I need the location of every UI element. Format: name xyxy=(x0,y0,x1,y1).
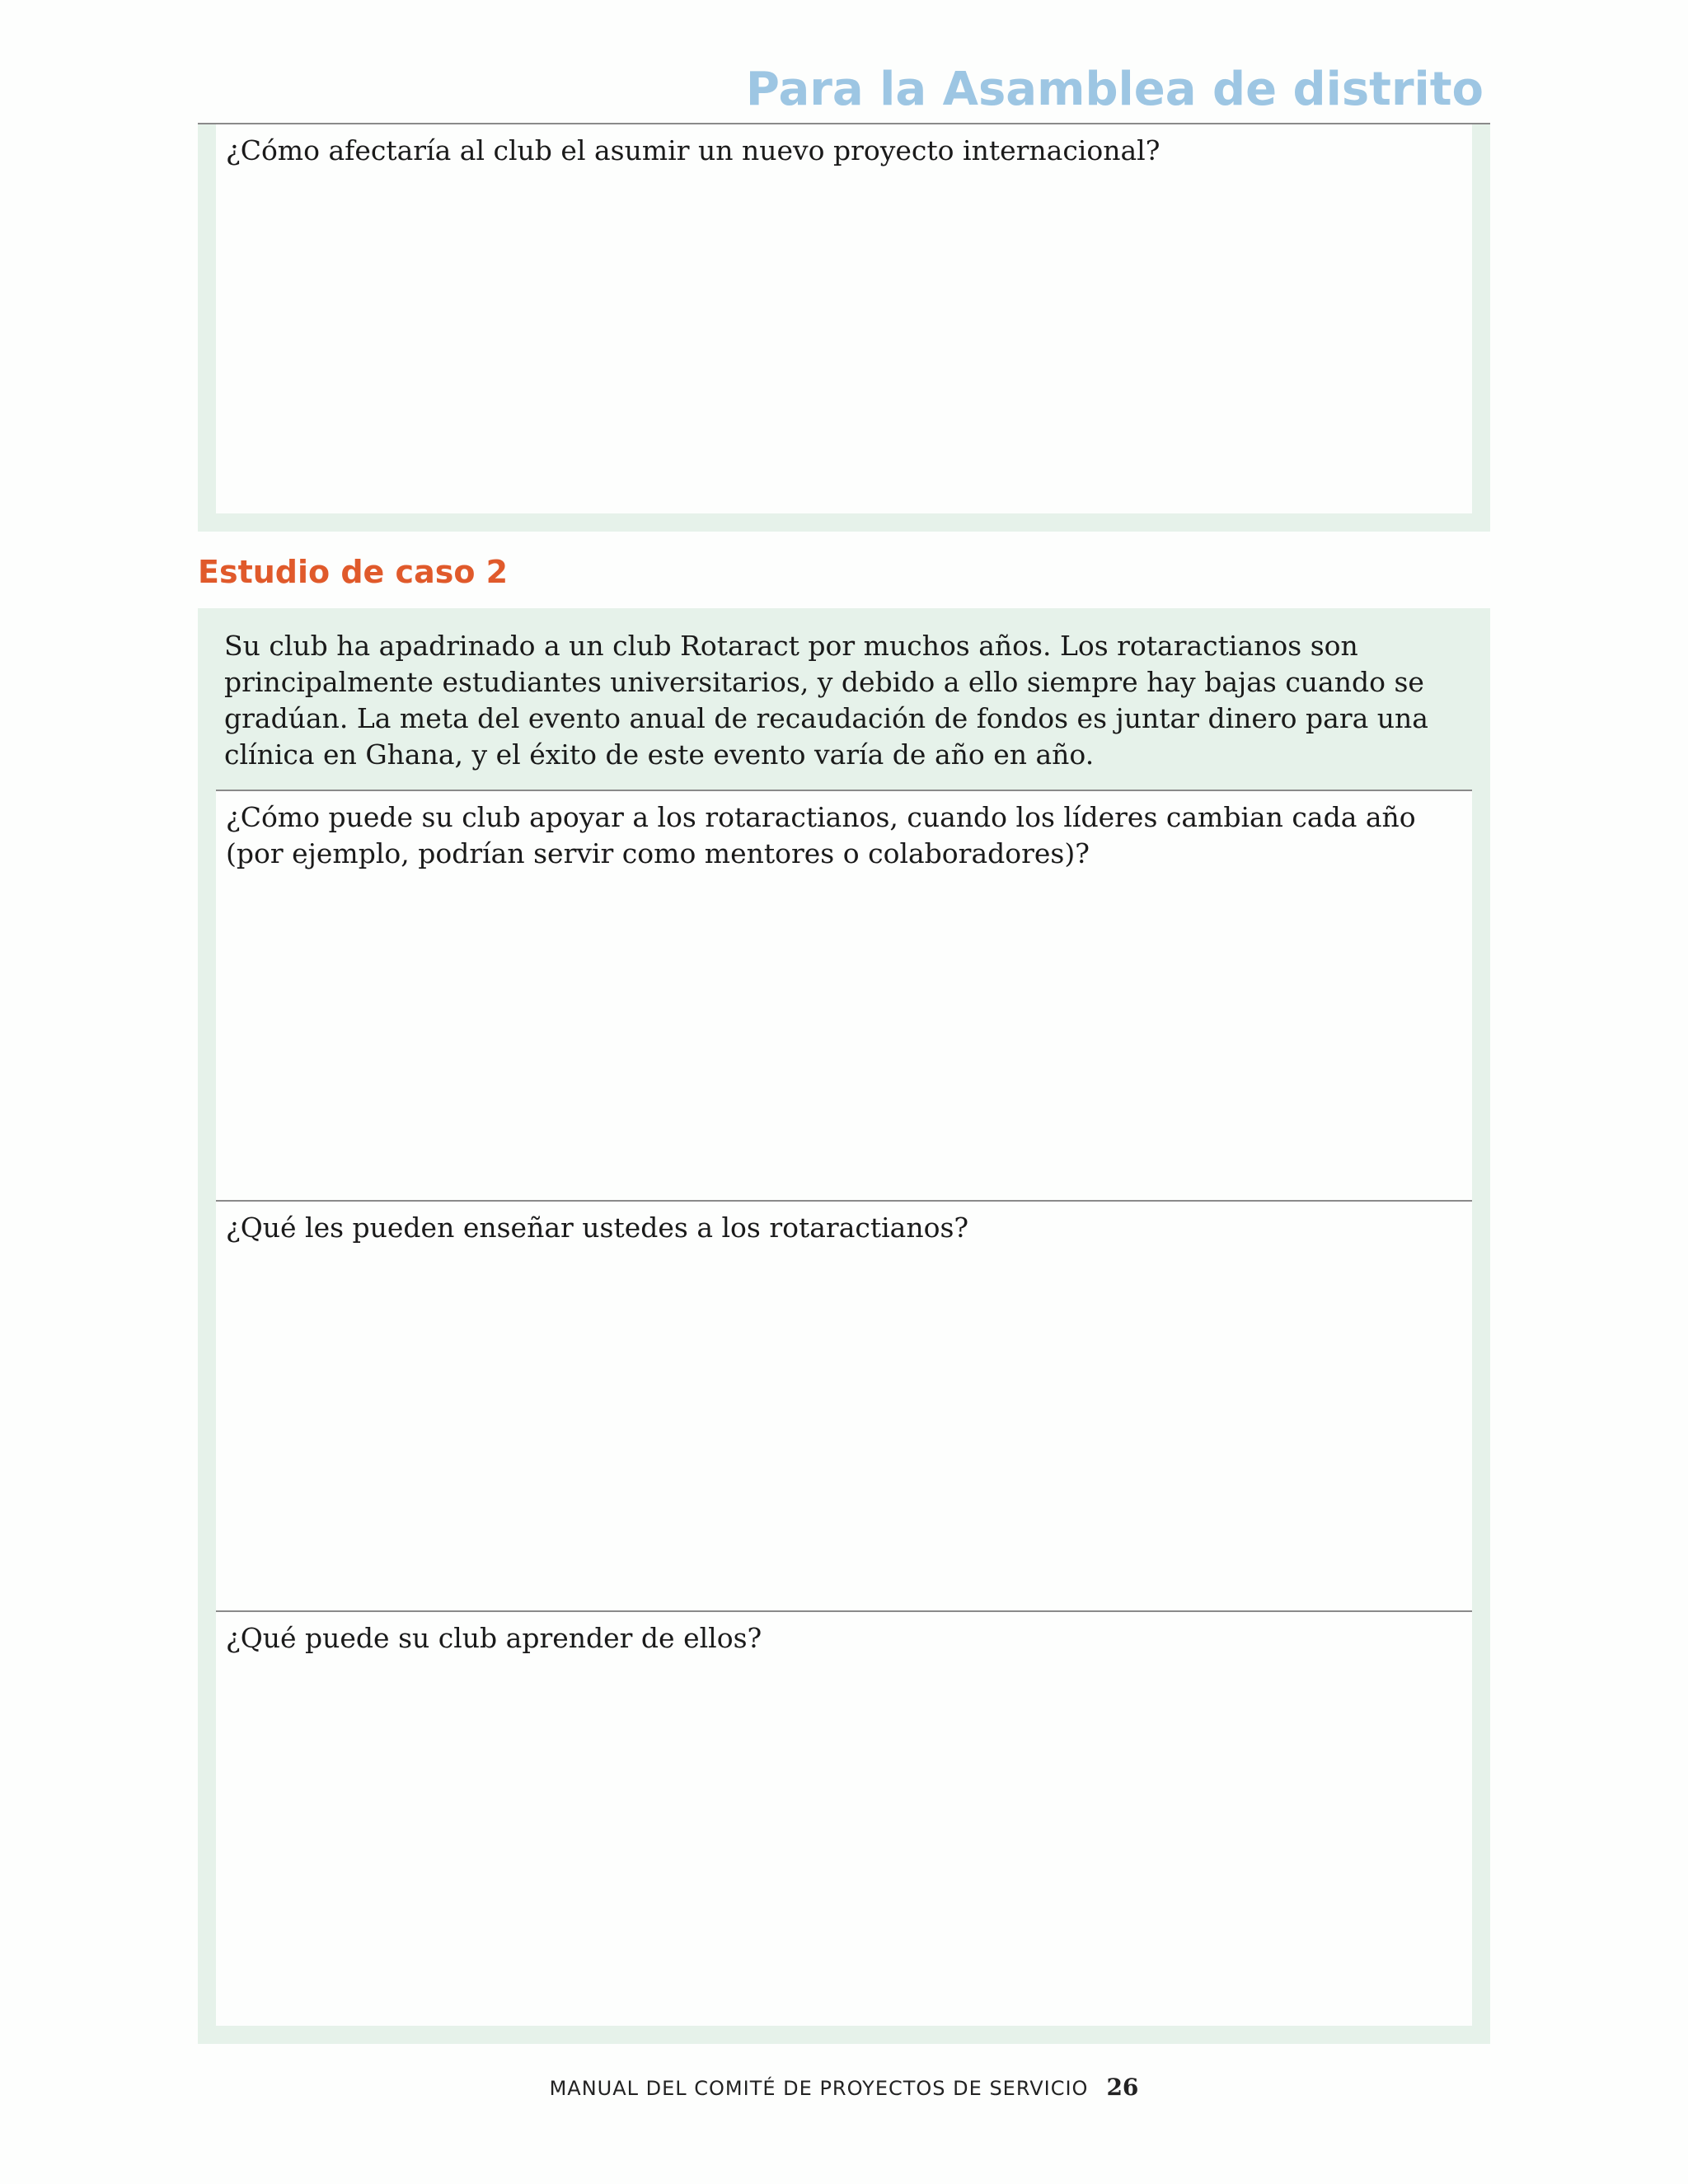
answer-area-3[interactable] xyxy=(216,1200,1472,1610)
question-2-line: ¿Cómo puede su club apoyar a los rotaractianos, cuando los líderes cambian cada año xyxy=(226,801,1416,833)
question-box-1 xyxy=(198,124,1490,532)
case-study-answers xyxy=(216,790,1472,2026)
footer-page-number: 26 xyxy=(1106,2074,1139,2101)
question-2-line: (por ejemplo, podrían servir como mentores o colaboradores)? xyxy=(226,837,1090,869)
question-1-text: ¿Cómo afectaría al club el asumir un nuevo proyecto internacional? xyxy=(226,134,1160,166)
intro-line: clínica en Ghana, y el éxito de este evento varía de año en año. xyxy=(224,738,1095,771)
answer-area-2[interactable] xyxy=(216,790,1472,1200)
case-study-title: Estudio de caso 2 xyxy=(198,554,509,590)
intro-line: gradúan. La meta del evento anual de recaudación de fondos es juntar dinero para una xyxy=(224,702,1428,734)
intro-line: Su club ha apadrinado a un club Rotaract por muchos años. Los rotaractianos son xyxy=(224,630,1358,662)
case-study-box xyxy=(198,608,1490,2044)
answer-area-1[interactable] xyxy=(216,124,1472,513)
intro-line: principalmente estudiantes universitarios, y debido a ello siempre hay bajas cuando se xyxy=(224,666,1424,698)
page-header-title: Para la Asamblea de distrito xyxy=(745,63,1484,116)
page-footer xyxy=(0,2074,1688,2101)
footer-manual-title: MANUAL DEL COMITÉ DE PROYECTOS DE SERVICIO xyxy=(549,2077,1089,2100)
question-4-text: ¿Qué puede su club aprender de ellos? xyxy=(226,1622,762,1654)
question-3-text: ¿Qué les pueden enseñar ustedes a los rotaractianos? xyxy=(226,1212,969,1244)
answer-area-4[interactable] xyxy=(216,1610,1472,2026)
case-study-intro xyxy=(224,628,1428,773)
